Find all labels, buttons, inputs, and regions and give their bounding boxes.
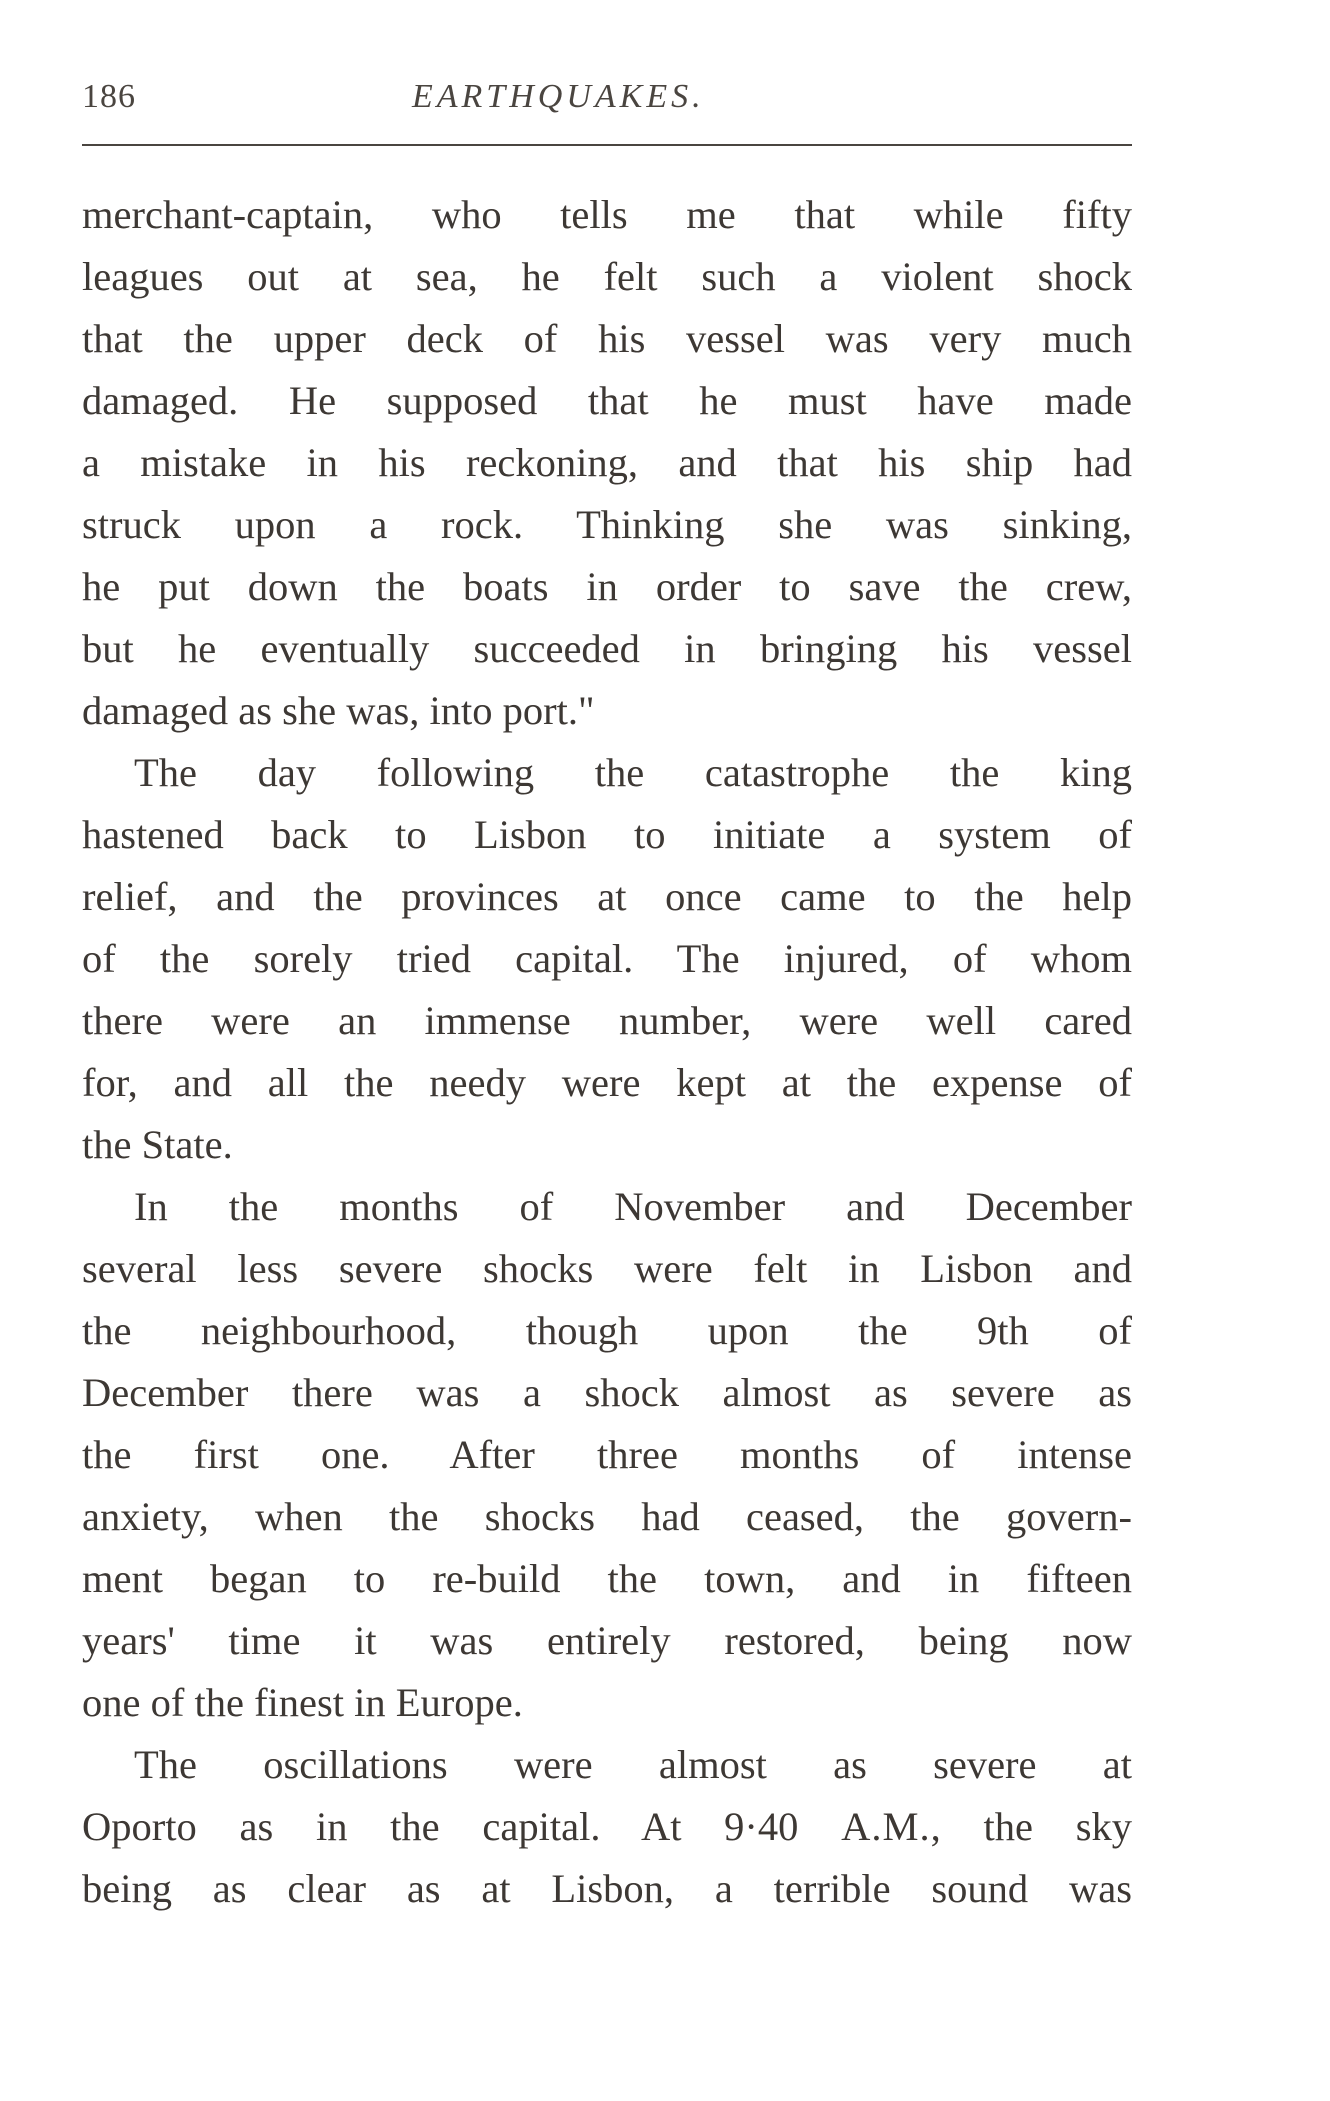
text-line: a mistake in his reckoning, and that his ship had — [82, 440, 1132, 485]
paragraph-first-line: In the months of November and December — [134, 1184, 1132, 1229]
text-segment: Oporto as in the capital. At 9·40 — [82, 1804, 799, 1849]
text-line: the first one. After three months of intense — [82, 1432, 1132, 1477]
text-line: struck upon a rock. Thinking she was sinking, — [82, 502, 1132, 547]
paragraph-first-line: The oscillations were almost as severe at — [134, 1742, 1132, 1787]
text-line: damaged as she was, into port." — [82, 688, 595, 733]
text-line: leagues out at sea, he felt such a violent shock — [82, 254, 1132, 299]
time-abbreviation: A.M. — [841, 1804, 931, 1849]
text-line: one of the finest in Europe. — [82, 1680, 523, 1725]
text-line: there were an immense number, were well cared — [82, 998, 1132, 1043]
text-line: damaged. He supposed that he must have made — [82, 378, 1132, 423]
text-line: ment began to re-build the town, and in fifteen — [82, 1556, 1132, 1601]
text-line: merchant-captain, who tells me that while fifty — [82, 192, 1132, 237]
text-line: several less severe shocks were felt in Lisbon and — [82, 1246, 1132, 1291]
text-line: he put down the boats in order to save the crew, — [82, 564, 1132, 609]
text-line: the neighbourhood, though upon the 9th of — [82, 1308, 1132, 1353]
text-line: for, and all the needy were kept at the expense of — [82, 1060, 1132, 1105]
body-text — [82, 184, 1132, 1920]
text-line: that the upper deck of his vessel was very much — [82, 316, 1132, 361]
text-line: hastened back to Lisbon to initiate a system of — [82, 812, 1132, 857]
text-line — [82, 1796, 1132, 1858]
text-segment: , the sky — [930, 1804, 1133, 1849]
running-head: EARTHQUAKES. — [412, 78, 705, 115]
text-line: anxiety, when the shocks had ceased, the govern- — [82, 1494, 1132, 1539]
text-line: relief, and the provinces at once came to the help — [82, 874, 1132, 919]
text-line: December there was a shock almost as severe as — [82, 1370, 1132, 1415]
page-header — [82, 78, 1132, 128]
page-number: 186 — [82, 78, 136, 115]
text-line: being as clear as at Lisbon, a terrible sound was — [82, 1866, 1132, 1911]
text-line: of the sorely tried capital. The injured, of whom — [82, 936, 1132, 981]
text-line: but he eventually succeeded in bringing his vessel — [82, 626, 1132, 671]
paragraph-first-line: The day following the catastrophe the king — [134, 750, 1132, 795]
header-rule — [82, 144, 1132, 146]
text-line: the State. — [82, 1122, 233, 1167]
text-line: years' time it was entirely restored, being now — [82, 1618, 1132, 1663]
